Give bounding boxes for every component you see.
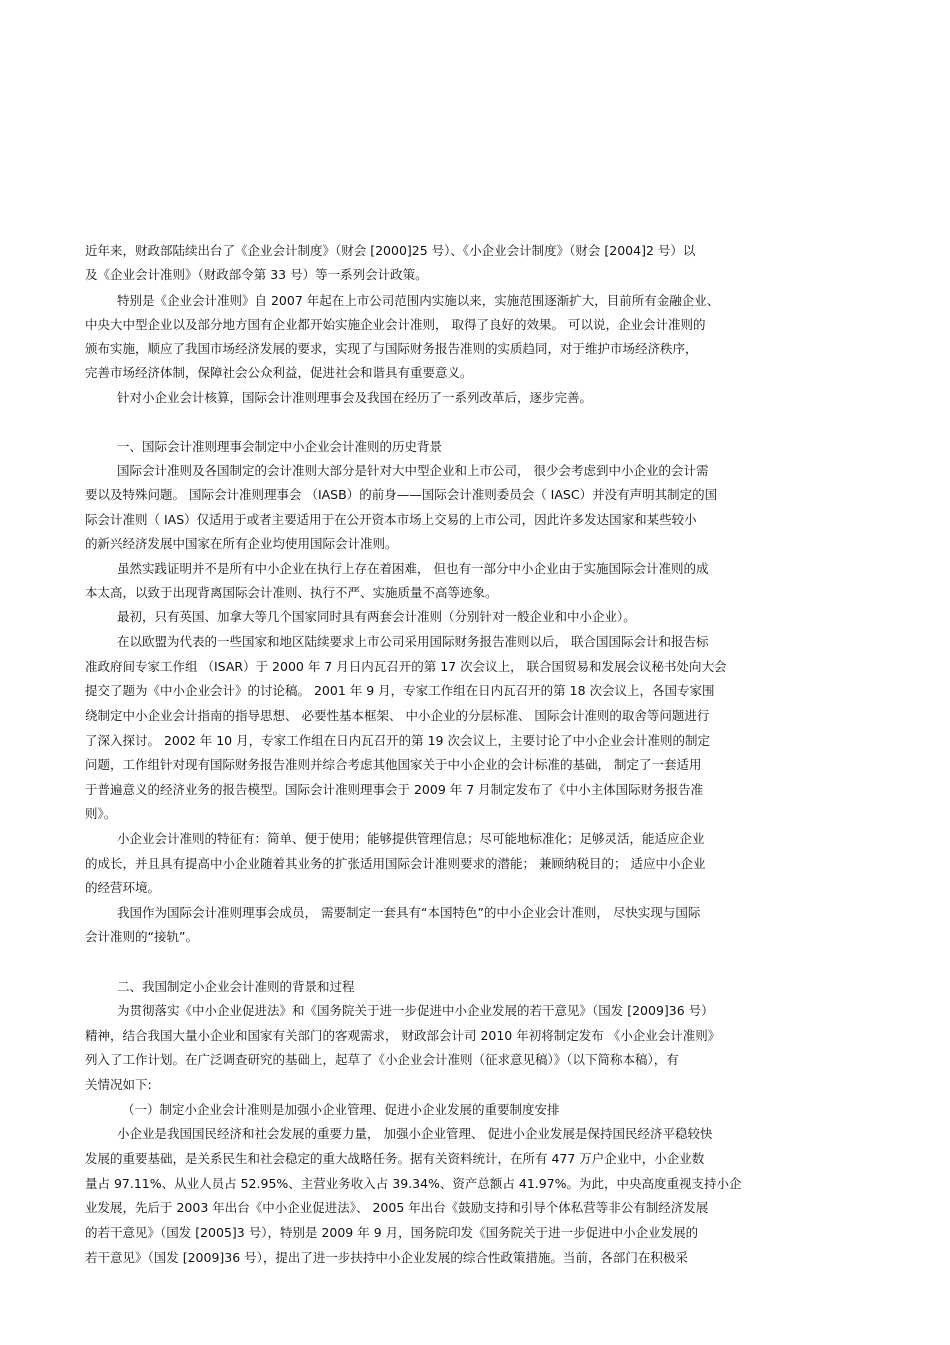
text-line: 量占 97.11%、从业人员占 52.95%、主营业务收入占 39.34%、资产总额占 41.97%。为此，中央高度重视支持小企 [85,1176,742,1191]
text-line: 及《企业会计准则》（财政部令第 33 号）等一系列会计政策。 [85,267,428,282]
text-line: 小企业会计准则的特征有：简单、便于使用；能够提供管理信息；尽可能地标准化；足够灵活，能适应企业 [117,831,705,846]
text-line: 会计准则的“接轨”。 [85,929,198,944]
section-heading: 一、国际会计准则理事会制定中小企业会计准则的历史背景 [117,439,443,454]
text-line: 针对小企业会计核算，国际会计准则理事会及我国在经历了一系列改革后，逐步完善。 [117,390,593,405]
text-line: 的若干意见》（国发 [2005]3 号），特别是 2009 年 9 月，国务院印发《国务院关于进一步促进中小企业发展的 [85,1225,699,1240]
text-line: 我国作为国际会计准则理事会成员， 需要制定一套具有“本国特色”的中小企业会计准则， 尽快实现与国际 [117,905,701,920]
text-line: 绕制定中小企业会计指南的指导思想、 必要性基本框架、 中小企业的分层标准、 国际会计准则的取舍等问题进行 [85,708,710,723]
text-line: 问题，工作组针对现有国际财务报告准则并综合考虑其他国家关于中小企业的会计标准的基础， 制定了一套适用 [85,757,702,772]
text-line: 准政府间专家工作组 （ISAR）于 2000 年 7 月日内瓦召开的第 17 次会议上， 联合国贸易和发展会议秘书处向大会 [85,659,727,674]
text-line: 颁布实施，顺应了我国市场经济发展的要求，实现了与国际财务报告准则的实质趋同，对于维护市场经济秩序， [85,341,698,356]
text-line: 若干意见》（国发 [2009]36 号），提出了进一步扶持中小企业发展的综合性政策措施。当前，各部门在积极采 [85,1250,688,1265]
text-line: 本太高，以致于出现背离国际会计准则、执行不严、实施质量不高等迹象。 [85,585,498,600]
text-line: 业发展，先后于 2003 年出台《中小企业促进法》、 2005 年出台《鼓励支持和引导个体私营等非公有制经济发展 [85,1200,709,1215]
text-line: 提交了题为《中小企业会计》的讨论稿。 2001 年 9 月，专家工作组在日内瓦召开的第 18 次会议上，各国专家围 [85,683,715,698]
text-line: 小企业是我国国民经济和社会发展的重要力量， 加强小企业管理、 促进小企业发展是保持国民经济平稳较快 [117,1126,713,1141]
text-line: 列入了工作计划。在广泛调查研究的基础上，起草了《小企业会计准则（征求意见稿）》（以下简称本稿），有 [85,1052,679,1067]
subsection-heading: （一）制定小企业会计准则是加强小企业管理、促进小企业发展的重要制度安排 [122,1102,560,1117]
text-line: 则》。 [85,806,117,821]
text-line: 精神，结合我国大量小企业和国家有关部门的客观需求， 财政部会计司 2010 年初将制定发布 《小企业会计准则》 [85,1028,721,1043]
text-line: 最初，只有英国、加拿大等几个国家同时具有两套会计准则（分别针对一般企业和中小企业）。 [117,609,636,624]
text-line: 的新兴经济发展中国家在所有企业均使用国际会计准则。 [85,536,398,551]
text-line: 发展的重要基础，是关系民生和社会稳定的重大战略任务。据有关资料统计，在所有 477 万户企业中，小企业数 [85,1151,705,1166]
text-line: 了深入探讨。 2002 年 10 月，专家工作组在日内瓦召开的第 19 次会议上，主要讨论了中小企业会计准则的制定 [85,733,710,748]
text-line: 为贯彻落实《中小企业促进法》和《国务院关于进一步促进中小企业发展的若干意见》（国发 [2009]36 号） [117,1003,714,1018]
text-line: 国际会计准则及各国制定的会计准则大部分是针对大中型企业和上市公司， 很少会考虑到中小企业的会计需 [117,463,709,478]
text-line: 特别是《企业会计准则》自 2007 年起在上市公司范围内实施以来，实施范围逐渐扩大，目前所有金融企业、 [117,293,720,308]
text-line: 中央大中型企业以及部分地方国有企业都开始实施企业会计准则， 取得了良好的效果。 可以说，企业会计准则的 [85,317,706,332]
text-line: 关情况如下: [85,1077,152,1092]
text-line: 要以及特殊问题。 国际会计准则理事会 （IASB）的前身——国际会计准则委员会（ IASC）并没有声明其制定的国 [85,487,718,502]
section-heading: 二、我国制定小企业会计准则的背景和过程 [117,979,355,994]
text-line: 完善市场经济体制，保障社会公众利益，促进社会和谐具有重要意义。 [85,365,473,380]
text-line: 于普遍意义的经济业务的报告模型。国际会计准则理事会于 2009 年 7 月制定发布了《中小主体国际财务报告准 [85,782,704,797]
text-line: 的经营环境。 [85,880,161,895]
text-line: 在以欧盟为代表的一些国家和地区陆续要求上市公司采用国际财务报告准则以后， 联合国国际会计和报告标 [117,634,709,649]
text-line: 近年来，财政部陆续出台了《企业会计制度》（财会 [2000]25 号）、《小企业会计制度》（财会 [2004]2 号）以 [85,243,696,258]
text-line: 际会计准则（ IAS）仅适用于或者主要适用于在公开资本市场上交易的上市公司，因此许多发达国家和某些较小 [85,512,697,527]
text-line: 虽然实践证明并不是所有中小企业在执行上存在着困难， 但也有一部分中小企业由于实施国际会计准则的成 [117,561,709,576]
text-line: 的成长，并且具有提高中小企业随着其业务的扩张适用国际会计准则要求的潜能； 兼顾纳税目的； 适应中小企业 [85,856,706,871]
